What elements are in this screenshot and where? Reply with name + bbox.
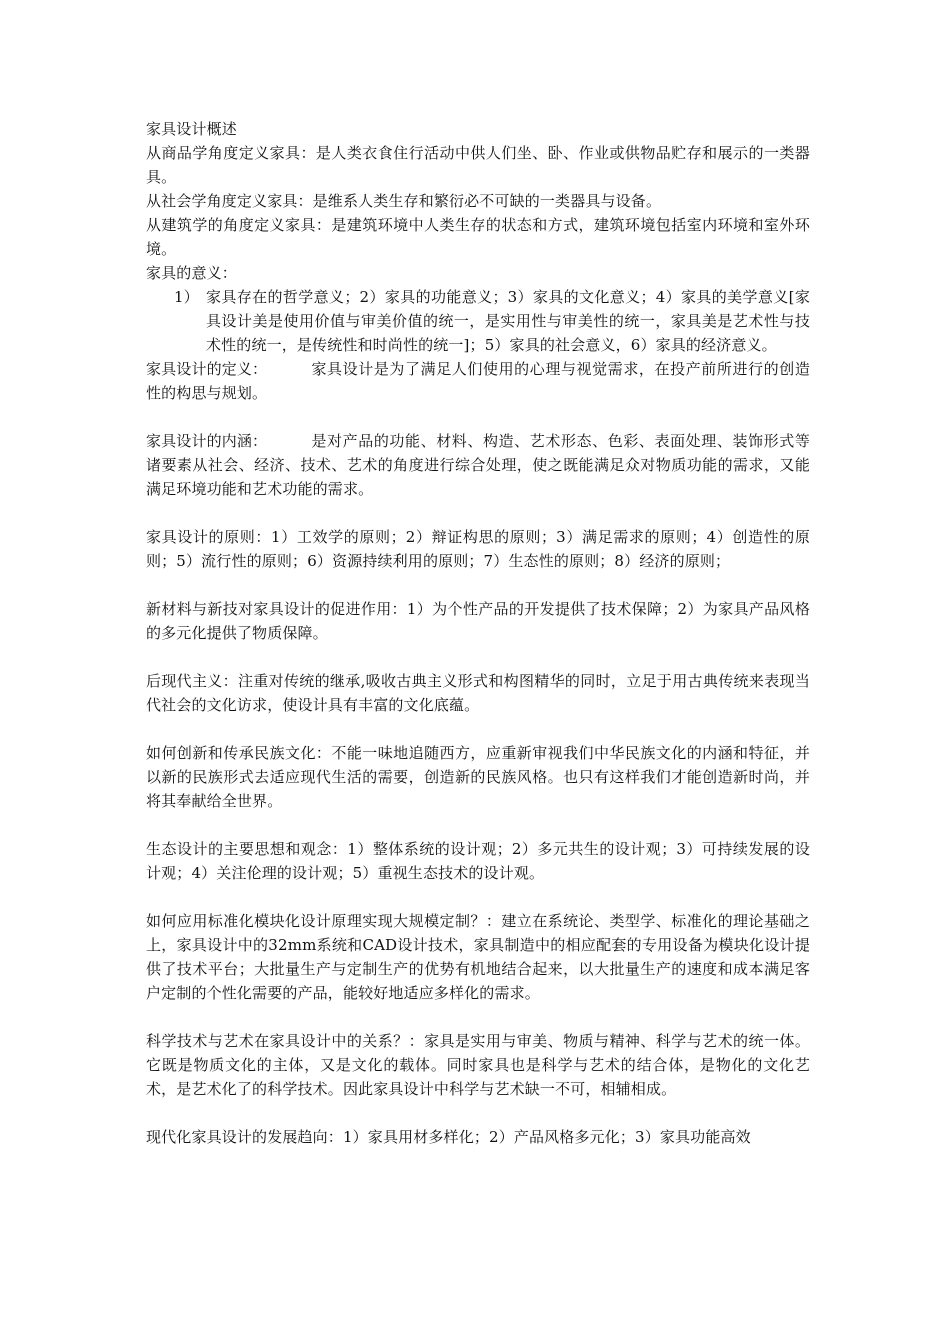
paragraph-modular-design: 如何应用标准化模块化设计原理实现大规模定制？：建立在系统论、类型学、标准化的理论基础之上，家具设计中的32mm系统和CAD设计技术，家具制造中的相应配套的专用设备为模块化设计提供了技术平台；大批量生产与定制生产的优势有机地结合起来，以大批量生产的速度和成本满足客户定制的个性化需要的产品，能较好地适应多样化的需求。 [146,912,810,1002]
list-item-text: 家具存在的哲学意义；2）家具的功能意义；3）家具的文化意义；4）家具的美学意义[家具设计美是使用价值与审美价值的统一，是实用性与审美性的统一，家具美是艺术性与技术性的统一，是传统性和时尚性的统一]；5）家具的社会意义，6）家具的经济意义。 [206,288,810,354]
paragraph-science-art: 科学技术与艺术在家具设计中的关系？：家具是实用与审美、物质与精神、科学与艺术的统一体。它既是物质文化的主体，又是文化的载体。同时家具也是科学与艺术的结合体，是物化的文化艺术，是艺术化了的科学技术。因此家具设计中科学与艺术缺一不可，相辅相成。 [146,1032,810,1098]
spacer [146,813,810,837]
document-title: 家具设计概述 [146,120,237,138]
spacer [146,501,810,525]
spacer [146,717,810,741]
paragraph-architecture-definition: 从建筑学的角度定义家具：是建筑环境中人类生存的状态和方式，建筑环境包括室内环境和室外环境。 [146,216,810,258]
spacer [146,645,810,669]
paragraph-development-trends: 现代化家具设计的发展趋向：1）家具用材多样化；2）产品风格多元化；3）家具功能高效 [146,1128,751,1146]
paragraph-design-principles: 家具设计的原则：1）工效学的原则；2）辩证构思的原则；3）满足需求的原则；4）创造性的原则；5）流行性的原则；6）资源持续利用的原则；7）生态性的原则；8）经济的原则； [146,528,810,570]
meaning-heading: 家具的意义： [146,264,237,282]
paragraph-new-materials: 新材料与新技对家具设计的促进作用：1）为个性产品的开发提供了技术保障；2）为家具产品风格的多元化提供了物质保障。 [146,600,810,642]
spacer [146,1005,810,1029]
paragraph-design-definition [146,357,810,405]
design-definition-term: 家具设计的定义： [146,360,268,378]
list-number: 1） [174,288,199,306]
paragraph-postmodernism: 后现代主义：注重对传统的继承,吸收古典主义形式和构图精华的同时，立足于用古典传统来表现当代社会的文化访求，使设计具有丰富的文化底蕴。 [146,672,810,714]
paragraph-national-culture: 如何创新和传承民族文化：不能一味地追随西方，应重新审视我们中华民族文化的内涵和特征，并以新的民族形式去适应现代生活的需要，创造新的民族风格。也只有这样我们才能创造新时尚，并将其奉献给全世界。 [146,744,810,810]
paragraph-design-connotation [146,429,810,501]
meaning-list-item [146,285,810,357]
paragraph-eco-design: 生态设计的主要思想和观念：1）整体系统的设计观；2）多元共生的设计观；3）可持续发展的设计观；4）关注伦理的设计观；5）重视生态技术的设计观。 [146,840,810,882]
paragraph-social-definition: 从社会学角度定义家具：是维系人类生存和繁衍必不可缺的一类器具与设备。 [146,192,662,210]
connotation-term: 家具设计的内涵： [146,432,268,450]
spacer [146,1101,810,1125]
paragraph-commodity-definition: 从商品学角度定义家具：是人类衣食住行活动中供人们坐、卧、作业或供物品贮存和展示的一类器具。 [146,144,810,186]
spacer [146,885,810,909]
connotation-text: 是对产品的功能、材料、构造、艺术形态、色彩、表面处理、装饰形式等诸要素从社会、经济、技术、艺术的角度进行综合处理，使之既能满足众对物质功能的需求，又能满足环境功能和艺术功能的需求。 [146,432,810,498]
document-body [146,117,810,1149]
spacer [146,573,810,597]
design-definition-text: 家具设计是为了满足人们使用的心理与视觉需求，在投产前所进行的创造性的构思与规划。 [146,360,810,402]
spacer [146,405,810,429]
